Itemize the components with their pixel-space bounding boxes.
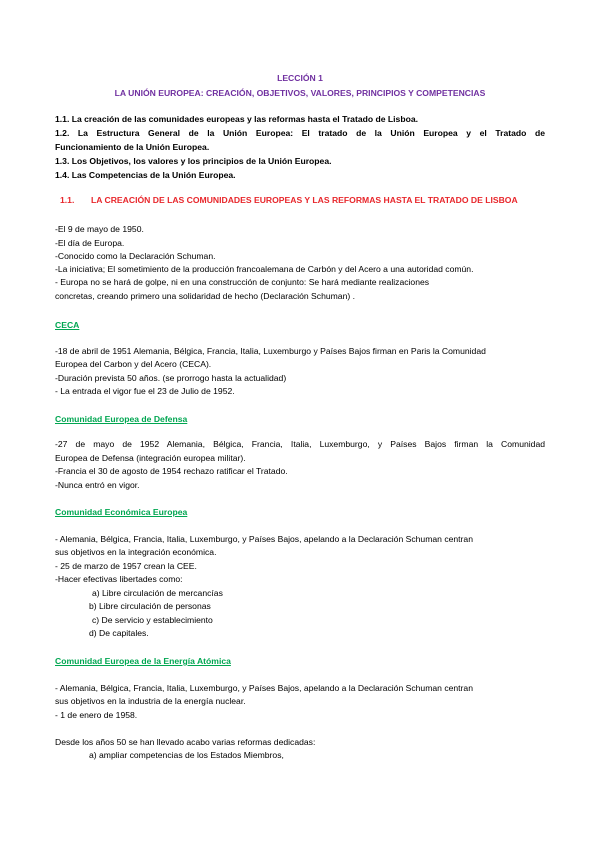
ceca-heading: CECA [55,320,80,330]
reforms-list-item: a) ampliar competencias de los Estados Miembros, [89,750,284,760]
cee-list-item: a) Libre circulación de mercancías [92,588,223,598]
ceea-heading: Comunidad Europea de la Energía Atómica [55,656,231,666]
section-title: LA CREACIÓN DE LAS COMUNIDADES EUROPEAS Y LAS REFORMAS HASTA EL TRATADO DE LISBOA [91,195,518,205]
lesson-title: LA UNIÓN EUROPEA: CREACIÓN, OBJETIVOS, VALORES, PRINCIPIOS Y COMPETENCIAS [114,88,486,98]
ced-line: -27 de mayo de 1952 Alemania, Bélgica, Francia, Italia, Luxemburgo, y Países Bajos firman la Comunidad [55,439,545,449]
ced-line: -Nunca entró en vigor. [55,480,140,490]
intro-line: concretas, creando primero una solidaridad de hecho (Declaración Schuman) . [55,291,355,301]
toc-item-1-3: 1.3. Los Objetivos, los valores y los principios de la Unión Europea. [55,156,332,166]
cee-line: - 25 de marzo de 1957 crean la CEE. [55,561,197,571]
intro-line: -Conocido como la Declaración Schuman. [55,251,216,261]
cee-list-item: d) De capitales. [89,628,149,638]
intro-line: -El día de Europa. [55,238,125,248]
lesson-number: LECCIÓN 1 [277,73,323,83]
toc-item-1-1: 1.1. La creación de las comunidades europeas y las reformas hasta el Tratado de Lisboa. [55,114,418,124]
ceea-line: sus objetivos en la industria de la energía nuclear. [55,696,246,706]
cee-list-item: c) De servicio y establecimiento [92,615,213,625]
ceea-line: - 1 de enero de 1958. [55,710,138,720]
toc-item-1-2-cont: Funcionamiento de la Unión Europea. [55,142,210,152]
section-number: 1.1. [60,195,75,205]
cee-list-item: b) Libre circulación de personas [89,601,211,611]
intro-line: -El 9 de mayo de 1950. [55,224,144,234]
ceca-line: - La entrada el vigor fue el 23 de Julio de 1952. [55,386,235,396]
ced-line: Europea de Defensa (integración europea militar). [55,453,246,463]
toc-item-1-4: 1.4. Las Competencias de la Unión Europea. [55,170,236,180]
cee-heading: Comunidad Económica Europea [55,507,188,517]
reforms-intro: Desde los años 50 se han llevado acabo varias reformas dedicadas: [55,737,316,747]
ceca-line: Europea del Carbon y del Acero (CECA). [55,359,212,369]
cee-line: - Alemania, Bélgica, Francia, Italia, Luxemburgo, y Países Bajos, apelando a la Declaración Schuman centran [55,534,473,544]
intro-line: -La iniciativa; El sometimiento de la producción francoalemana de Carbón y del Acero a una autoridad común. [55,264,474,274]
intro-line: - Europa no se hará de golpe, ni en una construcción de conjunto: Se hará mediante realizaciones [55,277,430,287]
ceca-line: -18 de abril de 1951 Alemania, Bélgica, Francia, Italia, Luxemburgo y Países Bajos firman en Paris la Comunidad [55,346,486,356]
ced-heading: Comunidad Europea de Defensa [55,414,188,424]
ceea-line: - Alemania, Bélgica, Francia, Italia, Luxemburgo, y Países Bajos, apelando a la Declaración Schuman centran [55,683,473,693]
toc-item-1-2: 1.2. La Estructura General de la Unión Europea: El tratado de la Unión Europea y el Tratado de [55,128,545,138]
ceca-line: -Duración prevista 50 años. (se prorrogo hasta la actualidad) [55,373,287,383]
ced-line: -Francia el 30 de agosto de 1954 rechazo ratificar el Tratado. [55,466,288,476]
cee-line: -Hacer efectivas libertades como: [55,574,183,584]
cee-line: sus objetivos en la integración económica. [55,547,217,557]
